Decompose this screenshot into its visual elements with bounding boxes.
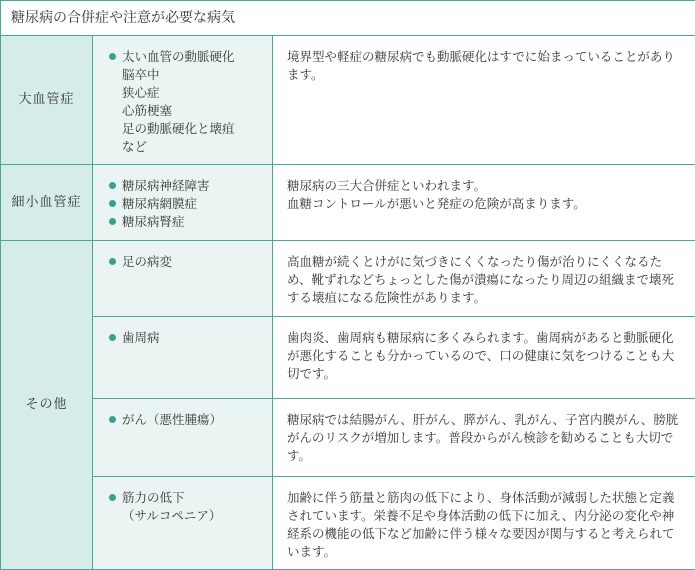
- disease-item: [109, 195, 262, 213]
- disease-cell: [93, 477, 273, 570]
- description-text: 歯肉炎、歯周病も糖尿病に多くみられます。歯周病があると動脈硬化が悪化することも分かっているので、口の健康に気をつけることも大切です。: [287, 329, 685, 383]
- title-row: [1, 1, 695, 36]
- disease-item: [109, 48, 262, 66]
- category-cell: その他: [1, 241, 93, 570]
- category-cell: 細小血管症: [1, 165, 93, 241]
- disease-cell: [93, 165, 273, 241]
- bullet-dot-icon: [109, 334, 116, 341]
- complication-row: [1, 36, 695, 165]
- disease-item: [109, 253, 262, 271]
- disease-sub-item: 心筋梗塞: [109, 102, 262, 120]
- disease-item: [109, 489, 262, 507]
- disease-item: [109, 177, 262, 195]
- disease-cell: [93, 241, 273, 317]
- description-cell: [273, 36, 695, 165]
- table-body: [1, 1, 695, 570]
- description-cell: [273, 399, 695, 477]
- bullet-dot-icon: [109, 258, 116, 265]
- bullet-dot-icon: [109, 53, 116, 60]
- description-text: 糖尿病では結腸がん、肝がん、膵がん、乳がん、子宮内膜がん、膀胱がんのリスクが増加します。普段からがん検診を勧めることも大切です。: [287, 411, 685, 465]
- bullet-dot-icon: [109, 218, 116, 225]
- disease-sub-item: 脳卒中: [109, 66, 262, 84]
- description-text: 高血糖が続くとけがに気づきにくくなったり傷が治りにくくなるため、靴ずれなどちょっとした傷が潰瘍になったり周辺の組織まで壊死する壊疽になる危険性があります。: [287, 253, 685, 307]
- description-cell: [273, 165, 695, 241]
- disease-name: 筋力の低下: [122, 489, 185, 507]
- disease-cell: [93, 36, 273, 165]
- bullet-dot-icon: [109, 416, 116, 423]
- description-text: 境界型や軽症の糖尿病でも動脈硬化はすでに始まっていることがあります。: [287, 48, 685, 84]
- bullet-dot-icon: [109, 494, 116, 501]
- disease-cell: [93, 399, 273, 477]
- disease-name: 糖尿病神経障害: [122, 177, 210, 195]
- table-title: 糖尿病の合併症や注意が必要な病気: [1, 1, 695, 36]
- disease-item: [109, 329, 262, 347]
- description-text: 糖尿病の三大合併症といわれます。 血糖コントロールが悪いと発症の危険が高まります。: [287, 177, 685, 213]
- description-text: 加齢に伴う筋量と筋肉の低下により、身体活動が減弱した状態と定義されています。栄養不足や身体活動の低下に加え、内分泌の変化や神経系の機能の低下など加齢に伴う様々な要因が関与すると考えられています。: [287, 489, 685, 561]
- disease-sub-item: 足の動脈硬化と壊疽: [109, 120, 262, 138]
- bullet-dot-icon: [109, 182, 116, 189]
- disease-item: [109, 411, 262, 429]
- disease-name: 歯周病: [122, 329, 160, 347]
- disease-name: 足の病変: [122, 253, 172, 271]
- complication-row: [1, 317, 695, 399]
- description-cell: [273, 477, 695, 570]
- complication-row: [1, 241, 695, 317]
- disease-name: 糖尿病腎症: [122, 213, 185, 231]
- description-cell: [273, 241, 695, 317]
- disease-sub-item: （サルコペニア）: [109, 507, 262, 525]
- disease-item: [109, 213, 262, 231]
- disease-name: 糖尿病網膜症: [122, 195, 197, 213]
- category-cell: 大血管症: [1, 36, 93, 165]
- disease-name: がん（悪性腫瘍）: [122, 411, 222, 429]
- complication-row: [1, 399, 695, 477]
- disease-sub-item: など: [109, 138, 262, 156]
- disease-cell: [93, 317, 273, 399]
- disease-sub-item: 狭心症: [109, 84, 262, 102]
- disease-name: 太い血管の動脈硬化: [122, 48, 235, 66]
- description-cell: [273, 317, 695, 399]
- complication-row: [1, 477, 695, 570]
- complication-row: [1, 165, 695, 241]
- bullet-dot-icon: [109, 200, 116, 207]
